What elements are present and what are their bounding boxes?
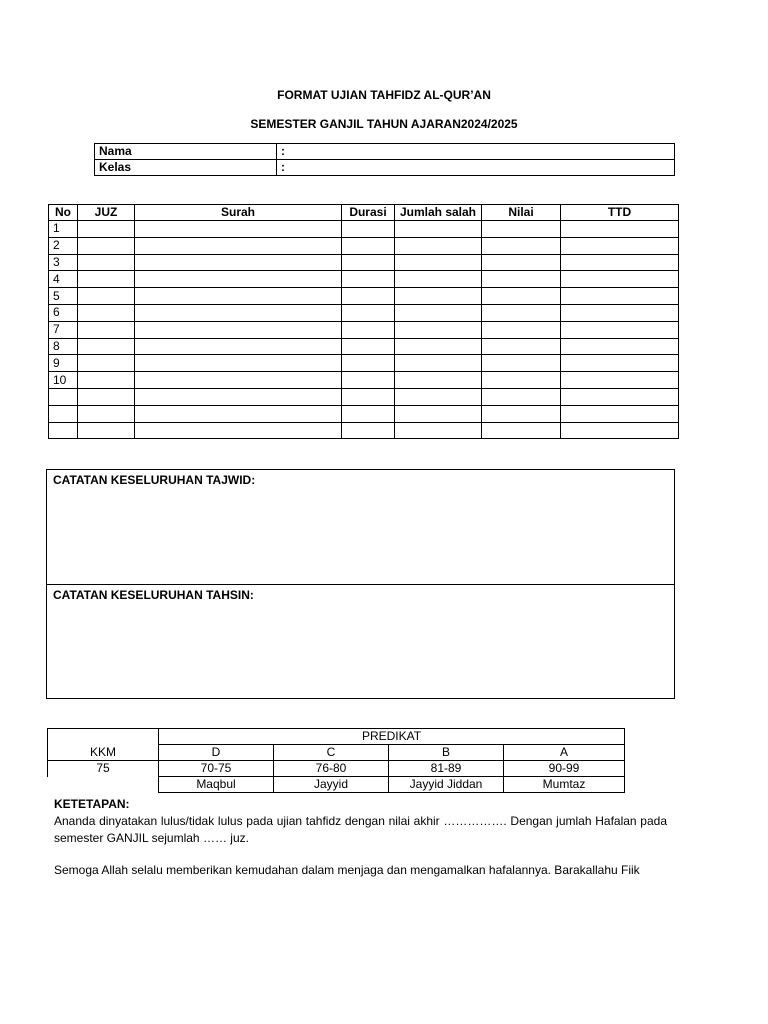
- row-number: 7: [49, 321, 78, 338]
- table-header-row: [49, 205, 679, 221]
- row-number: [49, 388, 78, 405]
- table-cell[interactable]: [78, 288, 135, 305]
- table-cell[interactable]: [395, 338, 482, 355]
- range-d: 70-75: [159, 761, 274, 777]
- tahsin-notes-label: CATATAN KESELURUHAN TAHSIN:: [53, 588, 254, 602]
- identity-value-field[interactable]: :: [277, 160, 675, 176]
- table-cell[interactable]: [342, 372, 395, 389]
- table-cell[interactable]: [135, 237, 342, 254]
- ketetapan-body: Ananda dinyatakan lulus/tidak lulus pada ujian tahfidz dengan nilai akhir ……………. Dengan jumlah Hafalan pada semester GANJIL sejumlah …… juz.: [54, 814, 667, 845]
- table-cell[interactable]: [135, 271, 342, 288]
- document-title: FORMAT UJIAN TAHFIDZ AL-QUR’AN: [277, 88, 491, 102]
- table-cell[interactable]: [342, 221, 395, 238]
- identity-label: Kelas: [95, 160, 277, 176]
- table-cell[interactable]: [561, 288, 679, 305]
- table-cell[interactable]: [78, 388, 135, 405]
- table-cell[interactable]: [342, 338, 395, 355]
- identity-row-kelas: [95, 160, 675, 176]
- table-cell[interactable]: [561, 338, 679, 355]
- table-cell[interactable]: [135, 422, 342, 439]
- ketetapan-title: KETETAPAN:: [54, 797, 130, 811]
- table-cell[interactable]: [561, 405, 679, 422]
- row-number: 2: [49, 237, 78, 254]
- table-row: [49, 405, 679, 422]
- table-cell[interactable]: [342, 321, 395, 338]
- table-cell[interactable]: [482, 372, 561, 389]
- table-cell[interactable]: [78, 355, 135, 372]
- kkm-row-header: [48, 729, 625, 745]
- table-cell[interactable]: [482, 355, 561, 372]
- table-cell[interactable]: [135, 254, 342, 271]
- column-header-durasi: Durasi: [342, 205, 395, 221]
- table-cell[interactable]: [482, 237, 561, 254]
- table-cell[interactable]: [561, 388, 679, 405]
- table-cell[interactable]: [135, 372, 342, 389]
- row-number: 3: [49, 254, 78, 271]
- kkm-label: KKM: [48, 745, 159, 761]
- table-cell[interactable]: [78, 221, 135, 238]
- row-number: [49, 422, 78, 439]
- table-cell[interactable]: [78, 271, 135, 288]
- table-cell[interactable]: [482, 221, 561, 238]
- table-cell[interactable]: [561, 321, 679, 338]
- table-cell[interactable]: [482, 304, 561, 321]
- table-cell[interactable]: [395, 355, 482, 372]
- table-row: [49, 221, 679, 238]
- table-cell[interactable]: [342, 422, 395, 439]
- grade-a: A: [504, 745, 625, 761]
- table-cell[interactable]: [342, 271, 395, 288]
- row-number: 9: [49, 355, 78, 372]
- table-cell[interactable]: [395, 405, 482, 422]
- row-number: 1: [49, 221, 78, 238]
- table-cell[interactable]: [342, 355, 395, 372]
- table-cell[interactable]: [561, 254, 679, 271]
- notes-box: [46, 469, 675, 699]
- table-cell[interactable]: [78, 237, 135, 254]
- table-cell[interactable]: [395, 321, 482, 338]
- row-number: 4: [49, 271, 78, 288]
- column-header-juz: JUZ: [78, 205, 135, 221]
- identity-table: [94, 143, 675, 176]
- table-cell[interactable]: [135, 388, 342, 405]
- exam-score-table: [48, 204, 679, 439]
- table-row: [49, 321, 679, 338]
- table-cell[interactable]: [561, 271, 679, 288]
- kkm-value: 75: [48, 761, 159, 777]
- table-cell[interactable]: [561, 355, 679, 372]
- table-cell[interactable]: [135, 288, 342, 305]
- table-row: [49, 237, 679, 254]
- grade-c: C: [274, 745, 389, 761]
- column-header-ttd: TTD: [561, 205, 679, 221]
- table-cell[interactable]: [342, 405, 395, 422]
- row-number: [49, 405, 78, 422]
- kkm-row-grades: [48, 745, 625, 761]
- table-cell[interactable]: [395, 254, 482, 271]
- table-row: [49, 288, 679, 305]
- table-cell[interactable]: [78, 304, 135, 321]
- row-number: 10: [49, 372, 78, 389]
- table-cell[interactable]: [561, 304, 679, 321]
- table-cell[interactable]: [135, 338, 342, 355]
- table-cell[interactable]: [561, 372, 679, 389]
- table-cell[interactable]: [482, 321, 561, 338]
- identity-row-nama: [95, 144, 675, 160]
- table-cell[interactable]: [561, 221, 679, 238]
- table-row: [49, 338, 679, 355]
- identity-label: Nama: [95, 144, 277, 160]
- table-cell[interactable]: [135, 355, 342, 372]
- table-cell[interactable]: [482, 422, 561, 439]
- kkm-row-ranges: [48, 761, 625, 777]
- table-cell[interactable]: [135, 304, 342, 321]
- table-cell[interactable]: [482, 338, 561, 355]
- table-cell[interactable]: [395, 304, 482, 321]
- row-number: 8: [49, 338, 78, 355]
- table-cell[interactable]: [395, 288, 482, 305]
- identity-value-field[interactable]: :: [277, 144, 675, 160]
- column-header-surah: Surah: [135, 205, 342, 221]
- table-cell[interactable]: [482, 405, 561, 422]
- table-cell[interactable]: [78, 422, 135, 439]
- column-header-nilai: Nilai: [482, 205, 561, 221]
- kkm-predikat-table: [47, 728, 625, 793]
- table-row: [49, 304, 679, 321]
- table-cell[interactable]: [135, 405, 342, 422]
- kkm-empty-cell: [48, 729, 159, 745]
- column-header-no: No: [49, 205, 78, 221]
- grade-d: D: [159, 745, 274, 761]
- table-cell[interactable]: [395, 271, 482, 288]
- table-cell[interactable]: [78, 321, 135, 338]
- table-row: [49, 355, 679, 372]
- table-row: [49, 372, 679, 389]
- tajwid-notes-label: CATATAN KESELURUHAN TAJWID:: [53, 473, 256, 487]
- table-cell[interactable]: [135, 221, 342, 238]
- column-header-jumlah-salah: Jumlah salah: [395, 205, 482, 221]
- table-row: [49, 254, 679, 271]
- table-cell[interactable]: [482, 288, 561, 305]
- name-d: Maqbul: [159, 777, 274, 793]
- table-cell[interactable]: [561, 422, 679, 439]
- table-cell[interactable]: [342, 237, 395, 254]
- closing-text: Semoga Allah selalu memberikan kemudahan dalam menjaga dan mengamalkan hafalannya. Barakallahu Fiik: [54, 863, 640, 877]
- name-b: Jayyid Jiddan: [389, 777, 504, 793]
- kkm-empty-cell: [48, 777, 159, 793]
- predikat-label: PREDIKAT: [159, 729, 625, 745]
- table-cell[interactable]: [342, 254, 395, 271]
- range-a: 90-99: [504, 761, 625, 777]
- table-row: [49, 388, 679, 405]
- document-subtitle: SEMESTER GANJIL TAHUN AJARAN2024/2025: [250, 117, 518, 131]
- table-cell[interactable]: [395, 372, 482, 389]
- table-row: [49, 422, 679, 439]
- grade-b: B: [389, 745, 504, 761]
- table-cell[interactable]: [78, 372, 135, 389]
- range-c: 76-80: [274, 761, 389, 777]
- table-cell[interactable]: [78, 338, 135, 355]
- table-row: [49, 271, 679, 288]
- table-cell[interactable]: [482, 254, 561, 271]
- range-b: 81-89: [389, 761, 504, 777]
- kkm-row-names: [48, 777, 625, 793]
- name-c: Jayyid: [274, 777, 389, 793]
- table-cell[interactable]: [395, 237, 482, 254]
- table-cell[interactable]: [78, 405, 135, 422]
- table-cell[interactable]: [561, 237, 679, 254]
- table-cell[interactable]: [395, 422, 482, 439]
- table-cell[interactable]: [135, 321, 342, 338]
- name-a: Mumtaz: [504, 777, 625, 793]
- table-cell[interactable]: [342, 388, 395, 405]
- tajwid-notes-section[interactable]: [47, 470, 674, 585]
- table-cell[interactable]: [395, 221, 482, 238]
- table-cell[interactable]: [78, 254, 135, 271]
- tahsin-notes-section[interactable]: [47, 585, 674, 699]
- row-number: 6: [49, 304, 78, 321]
- table-cell[interactable]: [482, 271, 561, 288]
- table-cell[interactable]: [342, 304, 395, 321]
- table-cell[interactable]: [342, 288, 395, 305]
- table-body: [49, 221, 679, 439]
- table-cell[interactable]: [482, 388, 561, 405]
- row-number: 5: [49, 288, 78, 305]
- table-cell[interactable]: [395, 388, 482, 405]
